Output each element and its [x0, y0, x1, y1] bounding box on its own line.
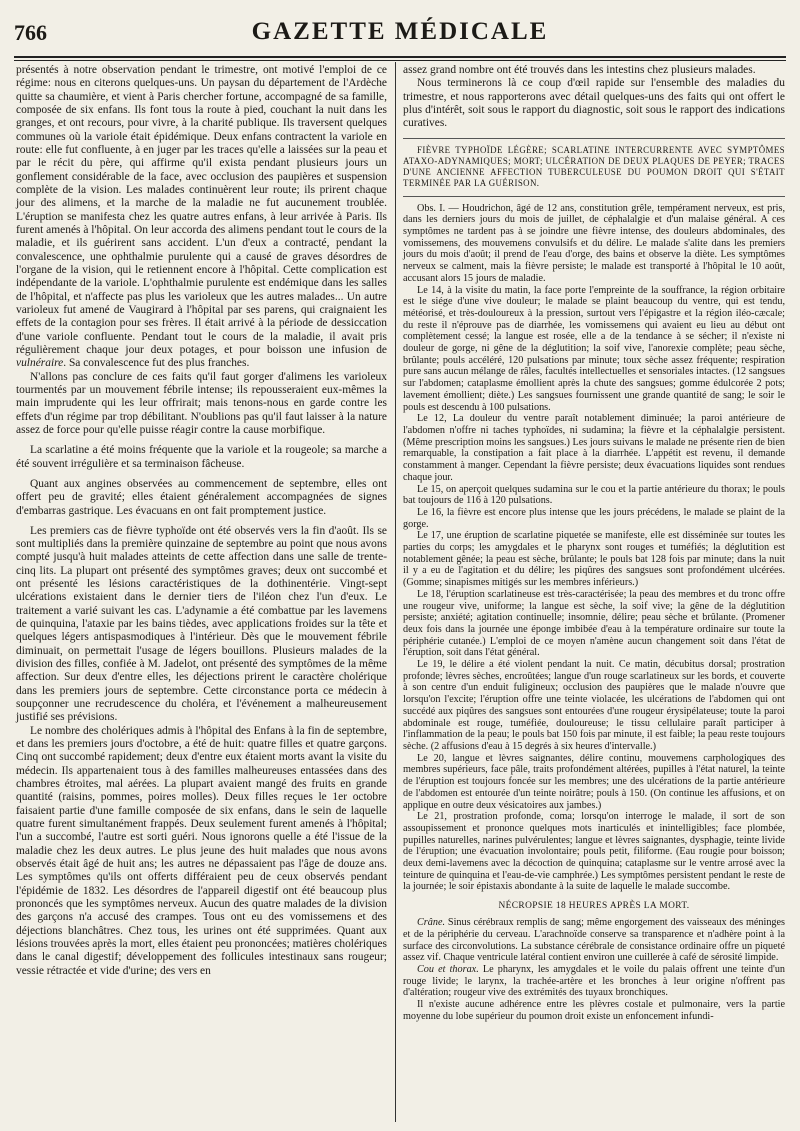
journal-title: GAZETTE MÉDICALE — [251, 18, 549, 45]
observation-day-15: Le 15, on aperçoit quelques sudamina sur le cou et la partie antérieure du thorax; le pouls bat toujours de 116 à 120 pulsations. — [403, 483, 785, 507]
section-rule — [403, 196, 785, 197]
observation-intro: Obs. I. — Houdrichon, âgé de 12 ans, constitution grêle, tempérament nerveux, est pris, dans les derniers jours du mois de juillet, de céphalalgie et d'un malaise général. A ces symptômes ne tardent pas à se joindre une fièvre intense, des douleurs abdominales, des vomissemens, des mouvemens convulsifs et du délire. Le malade s'alite dans les premiers jours du mois d'août; il prend de l'eau d'orge, des bains et observe la diète. Les symptômes nerveux se calment, mais la fièvre persiste; le malade est transporté à l'hôpital le 10 août, accusant alors 15 jours de maladie. — [403, 202, 785, 284]
observation-day-17: Le 17, une éruption de scarlatine piquetée se manifeste, elle est disséminée sur toutes les parties du corps; les amygdales et le pharynx sont rouges et tuméfiés; la déglutition est notablement gênée; la peau est sèche, brûlante; le pouls bat 128 fois par minute; dans la nuit il y a eu de l'agitation et du délire; les piqûres des sangsues sont profondément ulcérées. (Gomme; sinapismes mitigés sur les membres inférieurs.) — [403, 530, 785, 589]
case-heading: FIÈVRE TYPHOÏDE LÉGÈRE; SCARLATINE INTERCURRENTE AVEC SYMPTÔMES ATAXO-ADYNAMIQUES; MORT; ULCÉRATION DE DEUX PLAQUES DE PEYER; TRACES D'UNE ANCIENNE AFFECTION TUBERCULEUSE DU POUMON DROIT QUI S'ÉTAIT TERMINÉE PAR LA GUÉRISON. — [403, 144, 785, 188]
observation-day-14: Le 14, à la visite du matin, la face porte l'empreinte de la souffrance, la région orbitaire est le siége d'une vive douleur; le malade se plaint beaucoup du ventre, qui est tendu, météorisé, et très-douloureux à la pression, surtout vers l'épigastre et la région iléo-cæcale; du reste il n'éprouve pas de diarrhée, les vomissemens qui avaient eu lieu au début ont complètement cessé; la langue est rosée, elle a de la tendance à se sécher; il n'existe ni douleur de gorge, ni gêne de la déglutition; la soif vive, l'anorexie complète; peau sèche, brûlante; pouls accéléré, 120 pulsations par minute; toux sèche assez fréquente; respiration pure sans aucun mélange de râles, facultés intellectuelles et sensoriales intactes. (12 sangsues sur l'abdomen; cataplasme émollient après la chute des sangsues; gomme édulcorée 2 pots; lavement émollient; diète.) Les sangsues fournissent une grande quantité de sang; le soir le pouls est descendu à 100 pulsations. — [403, 284, 785, 413]
observation-day-16: Le 16, la fièvre est encore plus intense que les jours précédens, le malade se plaint de la gorge. — [403, 506, 785, 530]
section-rule — [403, 138, 785, 139]
paragraph-cholera: Le nombre des cholériques admis à l'hôpital des Enfans à la fin de septembre, et dans les premiers jours d'octobre, a été de huit: quatre filles et quatre garçons. Cinq ont succombé rapidement; deux d'entre eux étaient morts avant la visite du médecin. Ils appartenaient tous à des familles malheureuses entassées dans des chambres étroites, mal aérées. La plupart avaient mangé des fruits en grande quantité (raisins, pommes, poires molles). Deux filles reçues le 1er octobre faisaient partie d'une famille composée de six enfans, dans le sein de laquelle quatre furent simultanément frappés. Deux seulement furent amenés à l'hôpital; l'un a succombé, l'autre est sorti guéri. Nous ignorons quelle a été l'issue de la maladie chez les deux autres. Le plus jeune des huit malades que nous avons observés était âgé de huit ans; les autres ne dépassaient pas l'âge de douze ans. Les symptômes qu'ils ont offerts différaient peu de ceux observés pendant l'épidémie de 1832. Les désordres de l'appareil digestif ont été beaucoup plus prononcés que les symptômes nerveux. Aucun des quatre malades de la division des garçons n'a accusé des crampes. Tous ont eu des vomissemens et des déjections blanchâtres. Chez tous, les urines ont été supprimées. Quant aux lésions trouvées après la mort, elles étaient peu prononcées; matières cholériques dans le canal digestif; développement des follicules intestinaux sans rougeur; vessie rétractée et vide d'urine; des vers en — [16, 724, 387, 977]
necropsy-crane: Crâne. Sinus cérébraux remplis de sang; même engorgement des vaisseaux des méninges et de la périphérie du cerveau. L'arachnoïde conserve sa transparence et n'adhère point à la surface des circonvolutions. La substance cérébrale de consistance ordinaire offre un piqueté assez vif. Chaque ventricule latéral contient environ une cuillerée à café de sérosité limpide. — [403, 917, 785, 964]
paragraph-vers: assez grand nombre ont été trouvés dans les intestins chez plusieurs malades. — [403, 64, 756, 76]
observation-day-12: Le 12, La douleur du ventre paraît notablement diminuée; la paroi antérieure de l'abdomen n'offre ni taches typhoïdes, ni sudamina; la fièvre et la céphalalgie persistent. (Même prescription moins les sangsues.) Les jours suivans le malade ne présente rien de bien remarquable, la constipation a fait place à la diarrhée. L'appétit est revenu, il demande constamment à manger. Cependant la fièvre persiste; deux évacuations liquides sont rendues chaque jour. — [403, 413, 785, 483]
right-column — [403, 64, 785, 1022]
necropsy-cou-thorax: Cou et thorax. Le pharynx, les amygdales et le voile du palais offrent une teinte d'un rouge livide; le larynx, la trachée-artère et les bronches à leur origine n'offrent pas d'altération; rougeur vive des extrémités des tuyaux bronchiques. — [403, 963, 786, 999]
paragraph-scarlatine: La scarlatine a été moins fréquente que la variole et la rougeole; sa marche a été souvent irrégulière et sa terminaison fâcheuse. — [16, 444, 387, 470]
observation-day-21: Le 21, prostration profonde, coma; lorsqu'on interroge le malade, il sort de son assoupissement et prononce quelques mots inarticulés et inintelligibles; face plombée, pupilles naturelles, narines pulvérulentes; langue et lèvres saignantes, dysphagie, teinte livide de l'éruption; une évacuation involontaire; pouls petit, filiforme. (Eau rougie pour boisson; deux demi-lavemens avec la décoction de quinquina; cataplasme sur le ventre arrosé avec la teinture de quinquina et l'eau-de-vie camphrée.) Les symptômes persistent pendant le reste de la journée; le soir épistaxis abondante à la suite de laquelle le malade succombe. — [403, 811, 785, 893]
paragraph-variole: présentés à notre observation pendant le trimestre, ont motivé l'emploi de ce régime: nous en citerons quelques-uns. Un paysan du département de l'Ardèche quitte sa chaumière, et vient à Paris chercher fortune, accompagné de sa famille, composée de six enfans. Ils font tous la route à pied, couchant la nuit dans les granges, et ont recours, pour vivre, à la charité publique. Ils traversent quelques communes où la variole était épidémique. Deux enfans contractent la variole en route: elle fut confluente, à en juger par les traces qu'elle a laissées sur la peau et par le récit du père, qui affirme qu'il exista pendant plusieurs jours un gonflement considérable de la face, avec occlusion des paupières et suspension complète de la vision. Les malades continuèrent leur route; ils prirent chaque jour des alimens, et la marche de la maladie ne fut aucunement troublée. L'éruption se manifesta chez les quatre autres enfans, à leur arrivée à Paris. Ils furent amenés à l'hôpital. On leur accorda des alimens pendant tout le cours de la maladie, et ils guérirent sans accident. L'un d'eux a contracté, pendant la convalescence, une ophthalmie purulente qui a causé de graves désordres de l'organe de la vision, qui le retiennent encore à l'hôpital. Cette complication est indépendante de la variole. L'ophthalmie purulente est endémique dans les salles de l'hôpital, et n'affecte pas plus les varioleux que les autres malades... Un autre varioleux fut amené de Vaugirard à l'hôpital par ses parens, qui craignaient les effets de la contagion pour ses frères. Il était arrivé à la période de dessiccation d'une variole confluente. Pendant tout le cours de la maladie, il avait pris régulièrement chaque jour deux potages, et pour boisson une infusion de vulnéraire. Sa convalescence fut des plus franches. — [16, 64, 387, 370]
observation-day-19: Le 19, le délire a été violent pendant la nuit. Ce matin, décubitus dorsal; prostration profonde; lèvres sèches, encroûtées; langue d'un rouge scarlatineux sur les bords, et couverte à son centre d'un enduit fuligineux; occlusion des paupières que le malade n'ouvre que lorsqu'on l'excite; l'éruption offre une teinte violacée, les ulcérations de l'abdomen qui ont succédé aux piqûres des sangsues sont entourées d'une rougeur érysipélateuse; toute la paroi abdominale est rouge, tuméfiée, douloureuse; le tissu cellulaire paraît participer à l'inflammation de la peau; le pouls bat 150 fois par minute, il est faible; la peau reste toujours sèche. (2 affusions d'eau à 15 degrés à six heures d'intervalle.) — [403, 659, 785, 752]
observation-day-20: Le 20, langue et lèvres saignantes, délire continu, mouvemens carphologiques des membres supérieurs, face pâle, traits profondément altérées, pupilles à l'état naturel, la teinte de l'éruption est toujours foncée sur les membres; une des ulcérations de la partie antérieure de l'abdomen est entourée d'un teinte noirâtre; pouls à 150. (On continue les affusions, et on applique en outre deux vésicatoires aux jambes.) — [403, 752, 785, 811]
header-rule-thin — [14, 60, 786, 61]
header-rule — [14, 56, 786, 58]
paragraph-alimens: N'allons pas conclure de ces faits qu'il faut gorger d'alimens les varioleux tourmentés par un mouvement fébrile intense; ils repousseraient eux-mêmes la main imprudente qui les leur offrirait; mais tenons-nous en garde contre les effets d'un régime par trop débilitant. N'oublions pas qu'il faut laisser à la nature assez de force pour qu'elle puisse réagir contre la cause morbifique. — [16, 370, 387, 436]
page-number: 766 — [14, 20, 47, 45]
column-divider — [395, 62, 396, 1122]
necropsy-plevres: Il n'existe aucune adhérence entre les plèvres costale et pulmonaire, vers la partie moyenne du lobe supérieur du poumon droit existe un enfoncement infundi- — [403, 999, 785, 1022]
page-header — [14, 18, 786, 52]
paragraph-typhoide: Les premiers cas de fièvre typhoïde ont été observés vers la fin d'août. Ils se sont multipliés dans la première quinzaine de septembre au point que nous avons compté jusqu'à huit malades atteints de cette affection dans une salle de trente-cinq lits. La plupart ont présenté des symptômes graves; deux ont succombé et ont présenté les lésions caractéristiques de la dothinentérie. Vingt-sept ulcérations existaient dans le dernier tiers de l'iléon chez l'un d'eux. Le traitement a varié suivant les cas. L'adynamie a été combattue par les lavemens de quinquina, l'ataxie par les bains tièdes, avec applications froides sur la tête et quelques légers antispasmodiques à l'intérieur. Dès que le mouvement fébrile diminuait, on permettait l'usage de légers bouillons. Plusieurs malades de la division des filles, confiée à M. Jadelot, ont présenté des symptômes de la même affection. Sur deux d'entre elles, les déjections prirent le caractère cholérique dans les premiers jours de septembre. Cette circonstance porta ce médecin à soupçonner une recrudescence du choléra, et l'événement a malheureusement justifié ses prévisions. — [16, 524, 387, 724]
paragraph-conclusion: Nous terminerons là ce coup d'œil rapide sur l'ensemble des maladies du trimestre, et nous rapporterons avec détail quelques-uns des faits qui ont offert le plus d'intérêt, soit sous le rapport du diagnostic, soit sous le rapport des indications curatives. — [403, 77, 785, 130]
observation-day-18: Le 18, l'éruption scarlatineuse est très-caractérisée; la peau des membres et du tronc offre une rougeur vive, uniforme; la langue est sèche, la soif vive; la gêne de la déglutition persiste; anxiété; agitation continuelle; insomnie, délire; peau sèche et brûlante. (Promener deux fois dans la journée une éponge imbibée d'eau à la température ordinaire sur toute la périphérie cutanée.) L'emploi de ce moyen n'amène aucun changement soit dans l'état de l'éruption, soit dans l'état général. — [403, 588, 785, 659]
paragraph-angines: Quant aux angines observées au commencement de septembre, elles ont offert peu de gravité; elles étaient généralement accompagnées de signes d'embarras gastrique. Les évacuans en ont fait promptement justice. — [16, 477, 387, 517]
left-column — [16, 64, 387, 978]
necropsy-heading: NÉCROPSIE 18 HEURES APRÈS LA MORT. — [498, 901, 690, 912]
